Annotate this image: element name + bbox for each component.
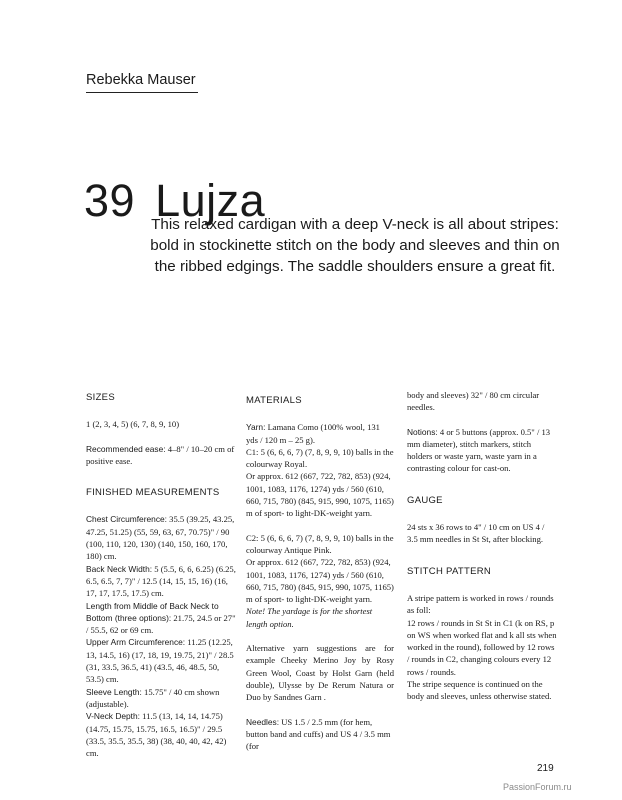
measure-label: Back Neck Width: [86,563,153,574]
measure-sleeve [86,686,236,711]
measure-length [86,600,236,637]
yarn-value: Lamana Como (100% wool, 131 yds / 120 m – 25 g). [246,422,380,445]
c1-approx: Or approx. 612 (667, 722, 782, 853) (924, 1001, 1083, 1176, 1274) yds / 560 (610, 660, 715, 780) (845, 915, 990, 1075, 1165) m of sport- to light-DK-weight yarn. [246,471,394,519]
stitch-detail: 12 rows / rounds in St St in C1 (k on RS, p on WS when worked flat and k all sts when worked in the round), followed by 12 rows / rounds in C2, changing colours every 12 rows / rounds. [407,617,557,677]
notions-label: Notions: [407,426,438,437]
gauge-text: 24 sts x 36 rows to 4" / 10 cm on US 4 / 3.5 mm needles in St St, after blocking. [407,522,545,545]
pattern-number: 39 [84,175,136,227]
measure-label: Sleeve Length: [86,686,142,697]
measure-value: 11.25 (12.25, 13, 14.5, 16) (17, 18, 19, 19.75, 21)" / 28.5 (31, 33.5, 36.5, 41) (43.5, 46, 48.5, 50, 53.5) cm. [86,637,234,685]
sizes-heading: SIZES [86,392,115,403]
c2-approx: Or approx. 612 (667, 722, 782, 853) (924, 1001, 1083, 1176, 1274) yds / 560 (610, 660, 715, 780) (845, 915, 990, 1075, 1165) m of sport- to light-DK-weight yarn. [246,557,394,605]
watermark: PassionForum.ru [503,782,572,792]
page-number: 219 [537,763,554,774]
c1-amount: C1: 5 (6, 6, 6, 7) (7, 8, 9, 9, 10) balls in the colourway Royal. [246,446,394,470]
measure-chest [86,513,236,562]
needles-continued: body and sleeves) 32" / 80 cm circular needles. [407,390,540,413]
stitch-intro: A stripe pattern is worked in rows / rounds as foll: [407,592,554,616]
column-materials [246,395,394,752]
pattern-name: Lujza [155,175,266,227]
measure-back-neck [86,563,236,600]
finished-heading: FINISHED MEASUREMENTS [86,487,220,499]
measure-label: Length from Middle of Back Neck to Bottom (three options): [86,600,219,623]
yarn-info [246,421,394,446]
column-gauge [407,389,557,703]
column-sizes [86,392,236,759]
notions-info [407,426,557,475]
needles-info [246,716,394,753]
sizes-list: 1 (2, 3, 4, 5) (6, 7, 8, 9, 10) [86,419,180,430]
recommended-ease [86,443,236,468]
intro-paragraph: This relaxed cardigan with a deep V-neck is all about stripes: bold in stockinette stitch on the body and sleeves and thin on the ribbed edgings. The saddle shoulders ensure a great fit. [150,216,560,275]
measure-value: 15.75" / 40 cm shown (adjustable). [86,686,220,709]
measure-upper-arm [86,636,236,685]
alternative-yarns: Alternative yarn suggestions are for example Cheeky Merino Joy by Rosy Green Wool, Coast by Holst Garn (held double), Ulysse by De Rerum Natura or Duo by Sandnes Garn . [246,643,394,703]
author-name: Rebekka Mauser [86,72,196,88]
yarn-label: Yarn: [246,422,266,433]
author-underline [86,92,198,93]
measure-label: Chest Circumference: [86,514,167,525]
stitch-pattern-heading: STITCH PATTERN [407,565,492,577]
needles-label: Needles: [246,716,280,727]
notions-value: 4 or 5 buttons (approx. 0.5" / 13 mm diameter), stitch markers, stitch holders or waste yarn, waste yarn in a contrasting colour for cast-on. [407,426,551,474]
c2-amount: C2: 5 (6, 6, 6, 7) (7, 8, 9, 9, 10) balls in the colourway Antique Pink. [246,532,394,555]
measure-value: 21.75, 24.5 or 27" / 55.5, 62 or 69 cm. [86,612,236,636]
ease-value: 4–8" / 10–20 cm of positive ease. [86,443,235,466]
measure-value: 35.5 (39.25, 43.25, 47.25, 51.25) (55, 59, 63, 67, 70.75)" / 90 (100, 110, 120, 130) (140, 150, 160, 170, 180) cm. [86,514,235,562]
needles-value: US 1.5 / 2.5 mm (for hem, button band and cuffs) and US 4 / 3.5 mm (for [246,716,391,752]
measure-label: V-Neck Depth: [86,711,140,722]
ease-label: Recommended ease: [86,443,166,454]
measure-label: Upper Arm Circumference: [86,637,186,648]
stitch-end: The stripe sequence is continued on the body and sleeves, unless otherwise stated. [407,679,552,702]
measure-value: 5 (5.5, 6, 6, 6.25) (6.25, 6.5, 6.5, 7, 7)" / 12.5 (14, 15, 15, 16) (16, 17, 17, 17.5, 17.5) cm. [86,563,236,599]
materials-heading: MATERIALS [246,395,302,406]
yardage-note: Note! The yardage is for the shortest length option. [246,606,373,629]
gauge-heading: GAUGE [407,494,443,506]
measure-vneck [86,710,236,759]
measure-value: 11.5 (13, 14, 14, 14.75) (14.75, 15.75, 15.75, 16.5, 16.5)" / 29.5 (33.5, 35.5, 35.5, 38) (38, 40, 40, 42, 42) cm. [86,711,227,759]
